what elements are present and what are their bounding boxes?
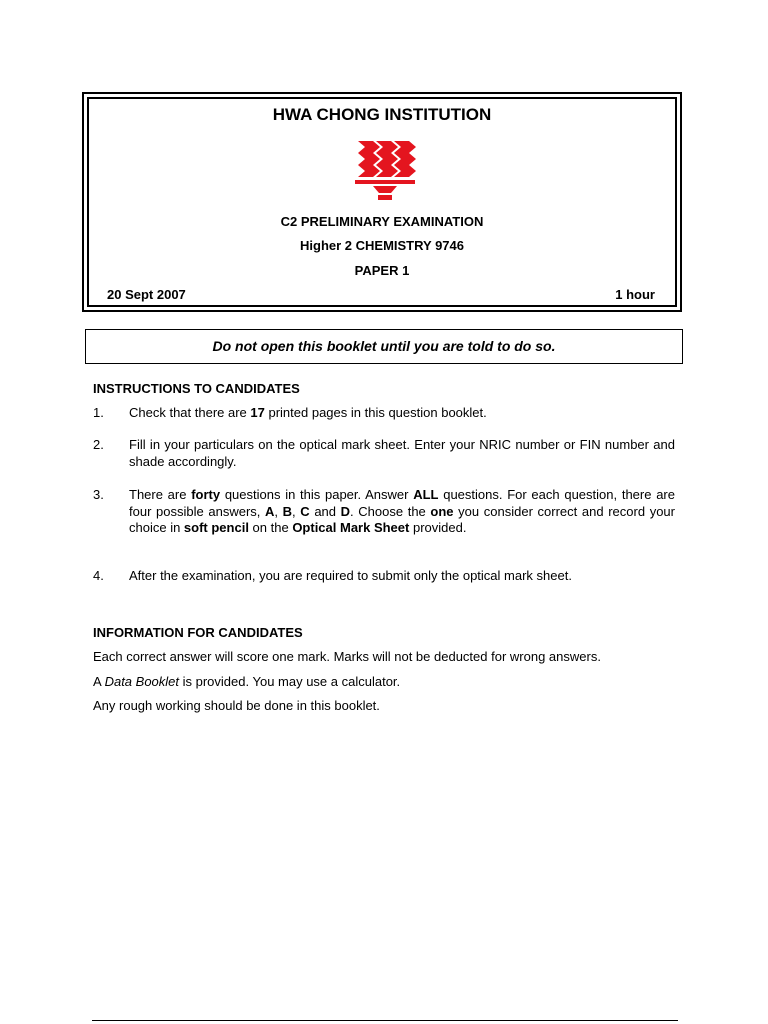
information-line [93,698,380,713]
text-run: questions. For each question, there are four possible answers, [129,487,675,519]
text-run: printed pages in this question booklet. [264,405,487,420]
emphasized-text: soft pencil [183,520,249,535]
emphasized-text: C [300,503,310,519]
emphasized-text: one [430,503,454,519]
instruction-number: 1. [93,405,104,420]
emphasized-text: Optical Mark Sheet [292,520,410,535]
emphasized-text: B [282,503,293,519]
instruction-number: 2. [93,437,104,452]
text-run: and [309,503,341,519]
subject-title: Higher 2 CHEMISTRY 9746 [300,238,464,253]
emphasized-text: forty [191,487,221,502]
instruction-item [93,487,675,537]
text-run: is provided. You may use a calculator. [179,674,401,689]
logo-graphic [355,141,416,200]
paper-number: PAPER 1 [354,263,410,278]
exam-title: C2 PRELIMINARY EXAMINATION [280,214,484,229]
exam-header-inner-border [87,97,677,307]
text-run: . Choose the [350,503,431,519]
instruction-text [129,487,675,537]
text-run: , [274,503,283,519]
exam-date: 20 Sept 2007 [107,287,186,302]
italic-text: Data Booklet [104,674,180,689]
emphasized-text: A [265,503,275,519]
text-run: After the examination, you are required to submit only the optical mark sheet. [129,568,572,583]
information-heading: INFORMATION FOR CANDIDATES [93,625,303,640]
instruction-number: 3. [93,487,104,502]
information-line [93,649,601,664]
text-run: you consider correct and record your choice in [129,503,675,535]
text-run: Each correct answer will score one mark. Marks will not be deducted for wrong answers. [93,649,601,664]
exam-duration: 1 hour [615,287,655,302]
text-run: A [93,674,105,689]
instructions-heading: INSTRUCTIONS TO CANDIDATES [93,381,300,396]
do-not-open-notice: Do not open this booklet until you are told to do so. [85,329,683,364]
text-run: Fill in your particulars on the optical mark sheet. Enter your NRIC number or FIN number and shade accordingly. [129,437,675,469]
text-run: questions in this paper. Answer [220,487,414,502]
torch-flame-icon [351,137,419,201]
information-line [93,674,400,689]
text-run: There are [129,487,192,502]
exam-header-box [82,92,682,312]
school-name: HWA CHONG INSTITUTION [272,105,492,124]
instruction-text [129,405,675,422]
instruction-text [129,437,675,470]
instruction-number: 4. [93,568,104,583]
emphasized-text: D [340,503,351,519]
text-run: Check that there are [129,405,251,420]
instruction-item [93,405,675,422]
emphasized-text: 17 [250,405,265,420]
text-run: Any rough working should be done in this booklet. [93,698,380,713]
footer-divider [92,1020,678,1021]
text-run: on the [248,520,293,535]
instruction-text [129,568,675,585]
text-run: , [292,503,301,519]
text-run: provided. [409,520,467,535]
instruction-item [93,437,675,470]
emphasized-text: ALL [413,487,439,502]
instruction-item [93,568,675,585]
